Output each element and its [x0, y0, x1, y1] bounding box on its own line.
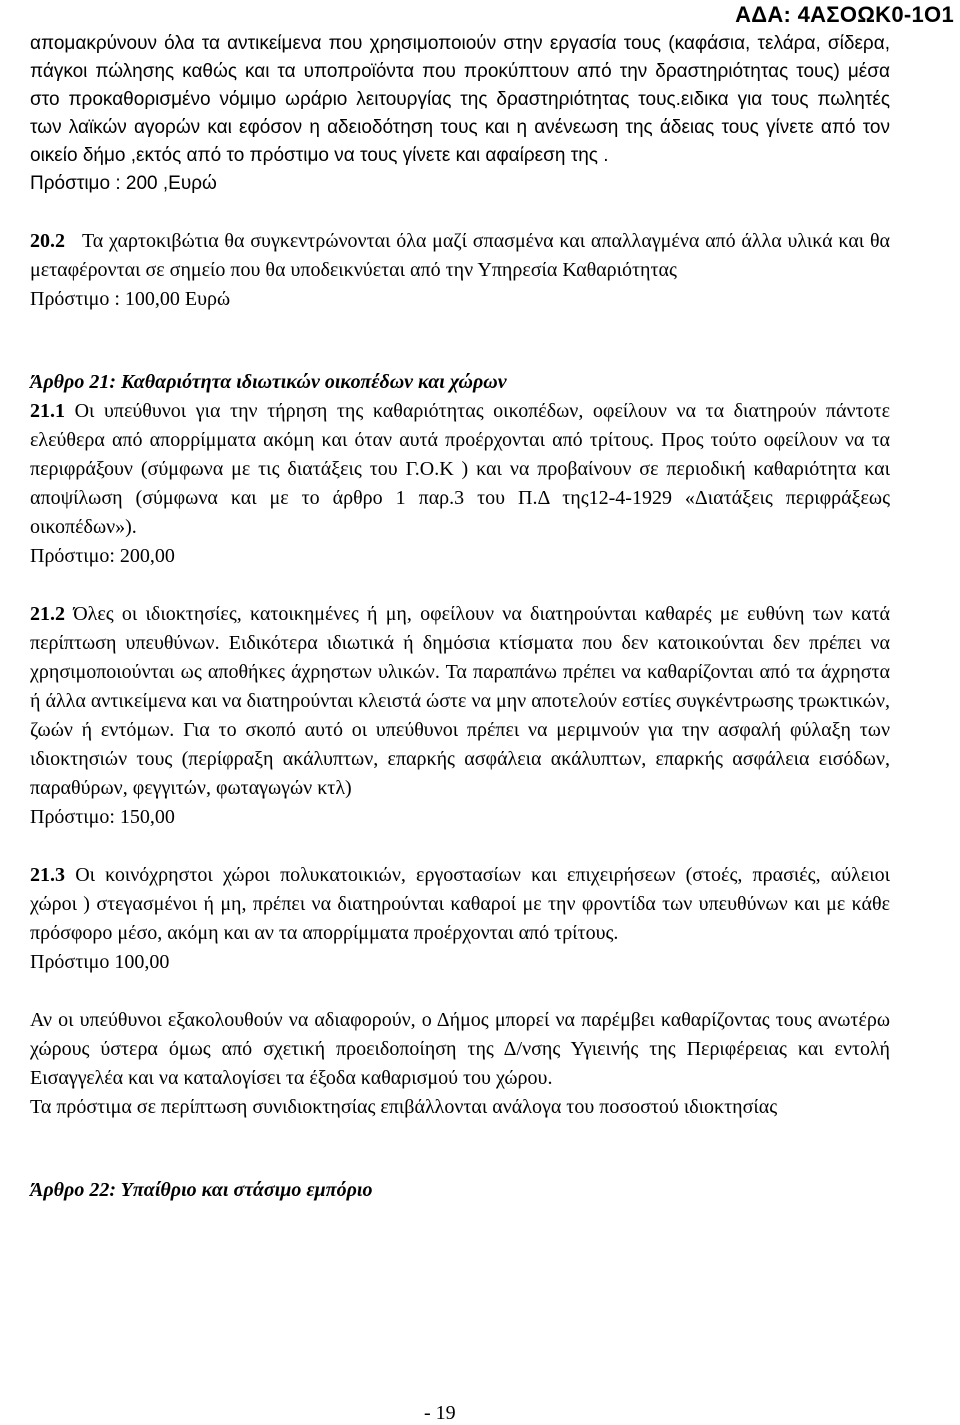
section-20-2-fine: Πρόστιμο : 100,00 Ευρώ: [30, 288, 231, 310]
closing-paragraph: Αν οι υπεύθυνοι εξακολουθούν να αδιαφορούν, ο Δήμος μπορεί να παρέμβει καθαρίζοντας τους ανωτέρω χώρους ύστερα όμως από σχετική προειδοποίηση της Δ/νσης Υγιεινής της Περιφέρειας και εντολή Εισαγγελέα και να καταλογίσει τα έξοδα καθαρισμού του χώρου.: [30, 1009, 890, 1089]
section-21-1: [30, 397, 890, 542]
intro-paragraph: απομακρύνουν όλα τα αντικείμενα που χρησιμοποιούν στην εργασία τους (καφάσια, τελάρα, σίδερα, πάγκοι πώλησης καθώς και τα υποπροϊόντα που προκύπτουν από την δραστηριότητας τους) μέσα στο προκαθορισμένο νόμιμο ωράριο λειτουργίας της δραστηριότητας τους.ειδικα για τους πωλητές των λαϊκών αγορών και εφόσον η αδειοδότηση τους και η ανένεωση της άδειας τους γίνετε από τον οικείο δήμο ,εκτός από το πρόστιμο να τους γίνετε και αφαίρεση της .: [30, 33, 890, 166]
section-20-2: [30, 227, 890, 285]
section-21-2: [30, 600, 890, 803]
section-number: 20.2: [30, 230, 65, 252]
section-text: Όλες οι ιδιοκτησίες, κατοικημένες ή μη, οφείλουν να διατηρούνται καθαρές με ευθύνη των κατά περίπτωση υπευθύνων. Ειδικότερα ιδιωτικά ή δημόσια κτίσματα που δεν κατοικούνται δεν πρέπει να χρησιμοποιούνται ως αποθήκες άχρηστων υλικών. Τα παραπάνω πρέπει να καθαρίζονται από τα άχρηστα ή άλλα αντικείμενα και να διατηρούνται κλειστά ώστε να μην αποτελούν εστίες συγκέντρωσης τρωκτικών, ζωών ή εντόμων. Για το σκοπό αυτό οι υπεύθυνοι πρέπει να μεριμνούν για την ασφαλή φύλαξη των ιδιοκτησιών τους (περίφραξη ακάλυπτων, επαρκής ασφάλεια ακάλυπτων, επαρκής ασφάλεια εισόδων, παραθύρων, φεγγιτών, φωταγωγών κτλ): [30, 603, 891, 799]
section-21-1-fine: Πρόστιμο: 200,00: [30, 545, 175, 567]
section-21-3-fine: Πρόστιμο 100,00: [30, 951, 170, 973]
section-number: 21.3: [30, 864, 65, 886]
document-body: [30, 30, 890, 1205]
section-text: Οι υπεύθυνοι για την τήρηση της καθαριότητας οικοπέδων, οφείλουν να τα διατηρούν πάντοτε ελεύθερα από απορρίμματα ακόμη και όταν αυτά προέρχονται από τρίτους. Προς τούτο οφείλουν να τα περιφράξουν (σύμφωνα με τις διατάξεις του Γ.Ο.Κ ) και να προβαίνουν σε περιοδική καθαριότητα και αποψίλωση (σύμφωνα και με το άρθρο 1 παρ.3 του Π.Δ της12-4-1929 «Διατάξεις περιφράξεως οικοπέδων»).: [30, 400, 890, 538]
page-number: - 19: [424, 1402, 456, 1424]
section-number: 21.2: [30, 603, 65, 625]
section-text: Οι κοινόχρηστοι χώροι πολυκατοικιών, εργοστασίων και επιχειρήσεων (στοές, πρασιές, αύλειοι χώροι ) στεγασμένοι ή μη, πρέπει να διατηρούνται καθαροί με την φροντίδα των υπευθύνων και με κάθε πρόσφορο μέσο, ακόμη και αν τα απορρίμματα προέρχονται από τρίτους.: [30, 864, 891, 944]
section-text: Τα χαρτοκιβώτια θα συγκεντρώνονται όλα μαζί σπασμένα και απαλλαγμένα από άλλα υλικά και θα μεταφέρονται σε σημείο που θα υποδεικνύεται από την Υπηρεσία Καθαριότητας: [30, 230, 890, 281]
intro-fine: Πρόστιμο : 200 ,Ευρώ: [30, 173, 217, 194]
closing-note: Τα πρόστιμα σε περίπτωση συνιδιοκτησίας επιβάλλονται ανάλογα του ποσοστού ιδιοκτησίας: [30, 1096, 778, 1118]
article-21-heading: Άρθρο 21: Καθαριότητα ιδιωτικών οικοπέδων και χώρων: [30, 371, 507, 393]
section-21-2-fine: Πρόστιμο: 150,00: [30, 806, 175, 828]
section-21-3: [30, 861, 890, 948]
ada-code: ΑΔΑ: 4ΑΣΟΩΚ0-1Ο1: [735, 2, 954, 27]
section-number: 21.1: [30, 400, 65, 422]
article-22-heading: Άρθρο 22: Υπαίθριο και στάσιμο εμπόριο: [30, 1179, 373, 1201]
